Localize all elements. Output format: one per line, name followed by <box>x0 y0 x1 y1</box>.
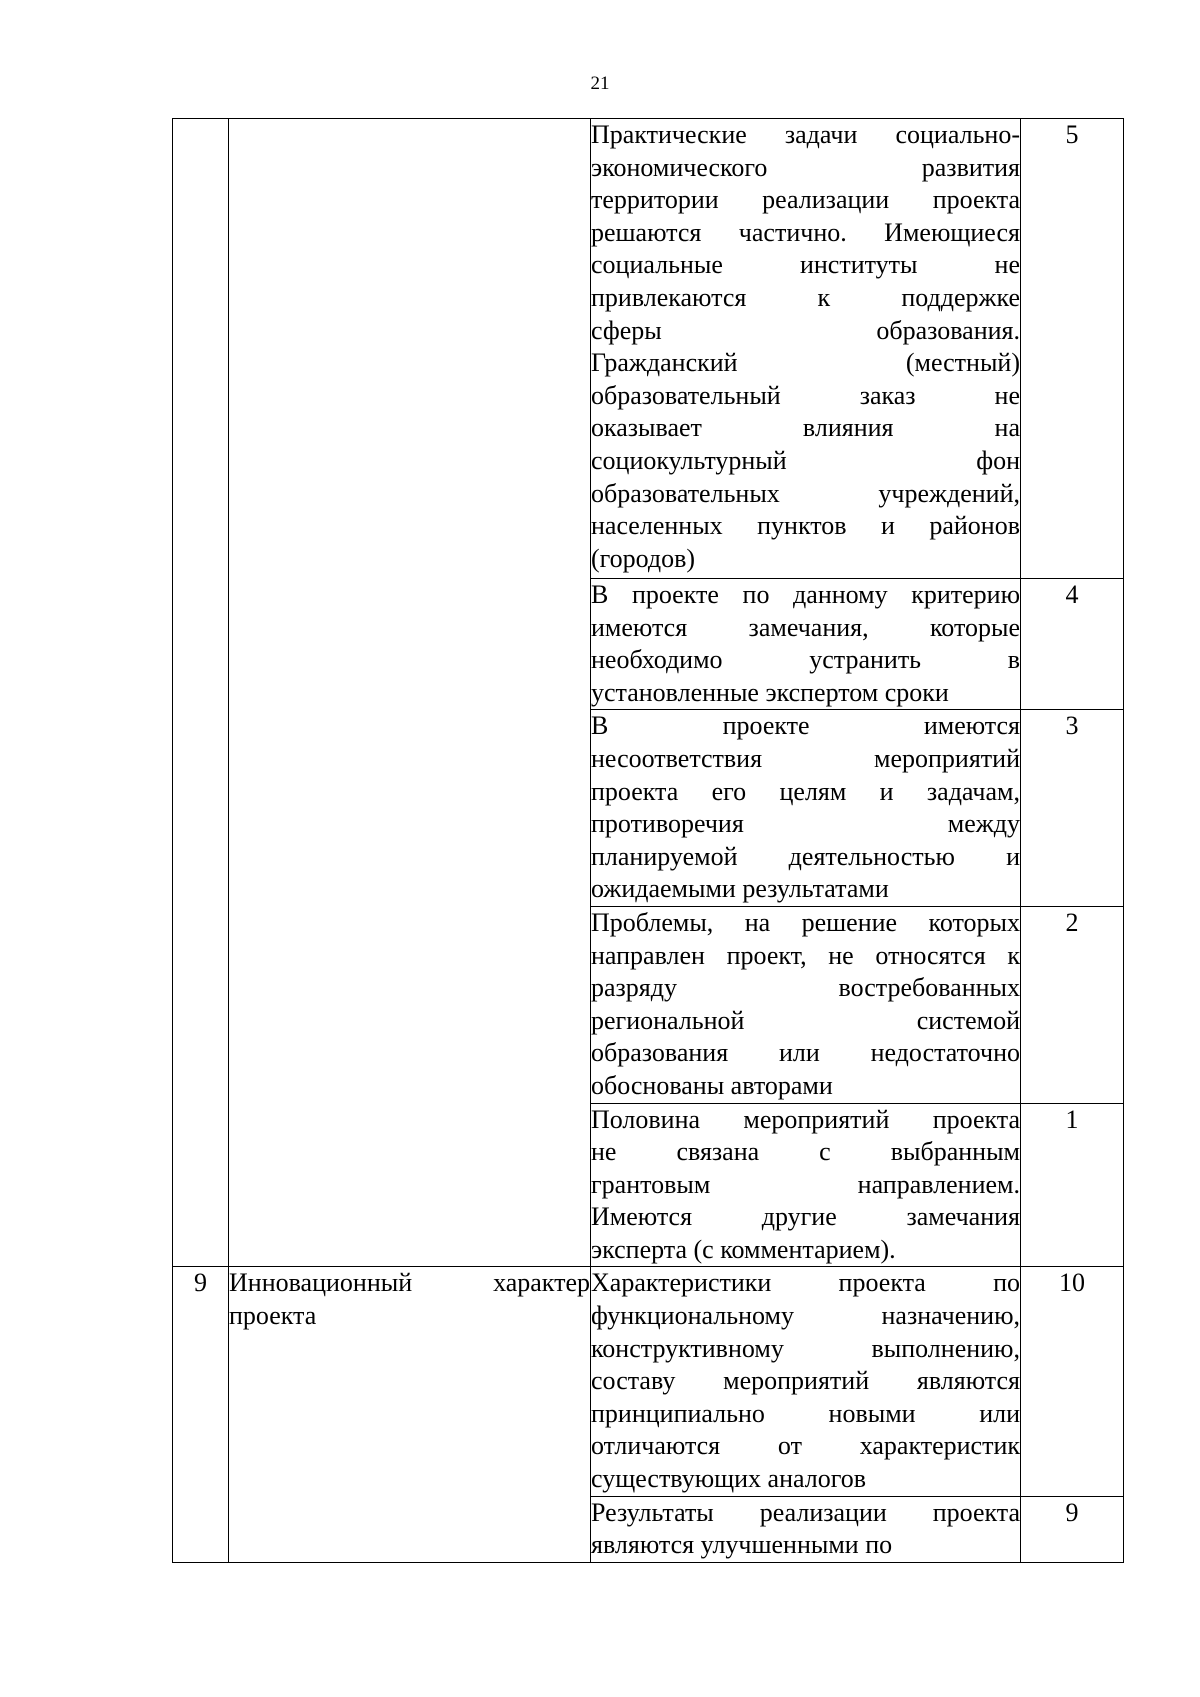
level-description-line: Половина мероприятий проекта <box>591 1104 1020 1134</box>
level-description-line: грантовым направлением. <box>591 1169 1020 1199</box>
score-value: 5 <box>1065 120 1079 149</box>
score-cell <box>1021 579 1124 710</box>
level-description-line: региональной системой <box>591 1005 1020 1035</box>
criteria-table <box>172 118 1124 1563</box>
level-description-line: оказывает влияния на <box>591 413 1020 443</box>
level-description-line: разряду востребованных <box>591 973 1020 1003</box>
criterion-number-cell <box>173 1267 229 1562</box>
level-description-line: сферы образования. <box>591 315 1020 345</box>
table-row <box>173 119 1124 579</box>
level-description-line: социокультурный фон <box>591 445 1020 475</box>
level-description-line: противоречия между <box>591 809 1020 839</box>
page-number: 21 <box>590 73 610 94</box>
level-description-line: принципиально новыми или <box>591 1398 1020 1428</box>
level-description-line: отличаются от характеристик <box>591 1431 1020 1461</box>
level-description-line: Практические задачи социально- <box>591 120 1020 149</box>
level-description-cell <box>591 579 1021 710</box>
criterion-number-cell <box>173 119 229 1267</box>
level-description-line: составу мероприятий являются <box>591 1366 1020 1396</box>
level-description-cell <box>591 1103 1021 1267</box>
level-description-line: имеются замечания, которые <box>591 612 1020 642</box>
criterion-name-cell <box>229 1267 591 1562</box>
score-cell <box>1021 906 1124 1103</box>
level-description-cell <box>591 1267 1021 1496</box>
score-cell <box>1021 119 1124 579</box>
level-description-line: установленные экспертом сроки <box>591 677 949 707</box>
level-description-line: эксперта (с комментарием). <box>591 1234 896 1264</box>
level-description-cell <box>591 1496 1021 1562</box>
level-description-line: образования или недостаточно <box>591 1038 1020 1068</box>
level-description-line: образовательных учреждений, <box>591 478 1020 508</box>
criterion-name-line: Инновационный характер <box>229 1268 590 1298</box>
criterion-name-line: проекта <box>229 1301 317 1331</box>
level-description-line: ожидаемыми результатами <box>591 874 889 904</box>
level-description-line: несоответствия мероприятий <box>591 743 1020 773</box>
score-cell <box>1021 1267 1124 1496</box>
level-description-line: являются улучшенными по <box>591 1530 893 1560</box>
score-cell <box>1021 1496 1124 1562</box>
score-value: 10 <box>1059 1268 1085 1298</box>
level-description-line: необходимо устранить в <box>591 645 1020 675</box>
level-description-line: социальные институты не <box>591 250 1020 280</box>
level-description-line: не связана с выбранным <box>591 1137 1020 1167</box>
level-description-line: Результаты реализации проекта <box>591 1497 1020 1527</box>
score-value: 1 <box>1065 1104 1079 1134</box>
level-description-cell <box>591 710 1021 907</box>
level-description-line: экономического развития <box>591 152 1020 182</box>
level-description-line: образовательный заказ не <box>591 380 1020 410</box>
level-description-line: решаются частично. Имеющиеся <box>591 217 1020 247</box>
level-description-line: территории реализации проекта <box>591 185 1020 215</box>
level-description-line: обоснованы авторами <box>591 1070 833 1100</box>
level-description-cell <box>591 906 1021 1103</box>
level-description-line: Гражданский (местный) <box>591 348 1020 378</box>
level-description-line: планируемой деятельностью и <box>591 841 1020 871</box>
criterion-number: 9 <box>194 1268 207 1298</box>
level-description-line: Имеются другие замечания <box>591 1202 1020 1232</box>
level-description-line: В проекте имеются <box>591 711 1020 741</box>
level-description-line: существующих аналогов <box>591 1464 867 1494</box>
score-cell <box>1021 710 1124 907</box>
criterion-name-cell <box>229 119 591 1267</box>
level-description-line: Характеристики проекта по <box>591 1268 1020 1298</box>
level-description-line: Проблемы, на решение которых <box>591 907 1020 937</box>
level-description-cell <box>591 119 1021 579</box>
score-value: 3 <box>1065 711 1079 741</box>
level-description-line: направлен проект, не относятся к <box>591 940 1020 970</box>
level-description-line: населенных пунктов и районов <box>591 511 1020 541</box>
score-value: 2 <box>1065 907 1079 937</box>
level-description-line: (городов) <box>591 543 696 573</box>
level-description-line: В проекте по данному критерию <box>591 580 1020 609</box>
level-description-line: привлекаются к поддержке <box>591 282 1020 312</box>
table-row <box>173 1267 1124 1496</box>
level-description-line: функциональному назначению, <box>591 1301 1020 1331</box>
score-value: 9 <box>1065 1497 1079 1527</box>
score-cell <box>1021 1103 1124 1267</box>
level-description-line: проекта его целям и задачам, <box>591 776 1020 806</box>
score-value: 4 <box>1065 580 1079 609</box>
level-description-line: конструктивному выполнению, <box>591 1333 1020 1363</box>
